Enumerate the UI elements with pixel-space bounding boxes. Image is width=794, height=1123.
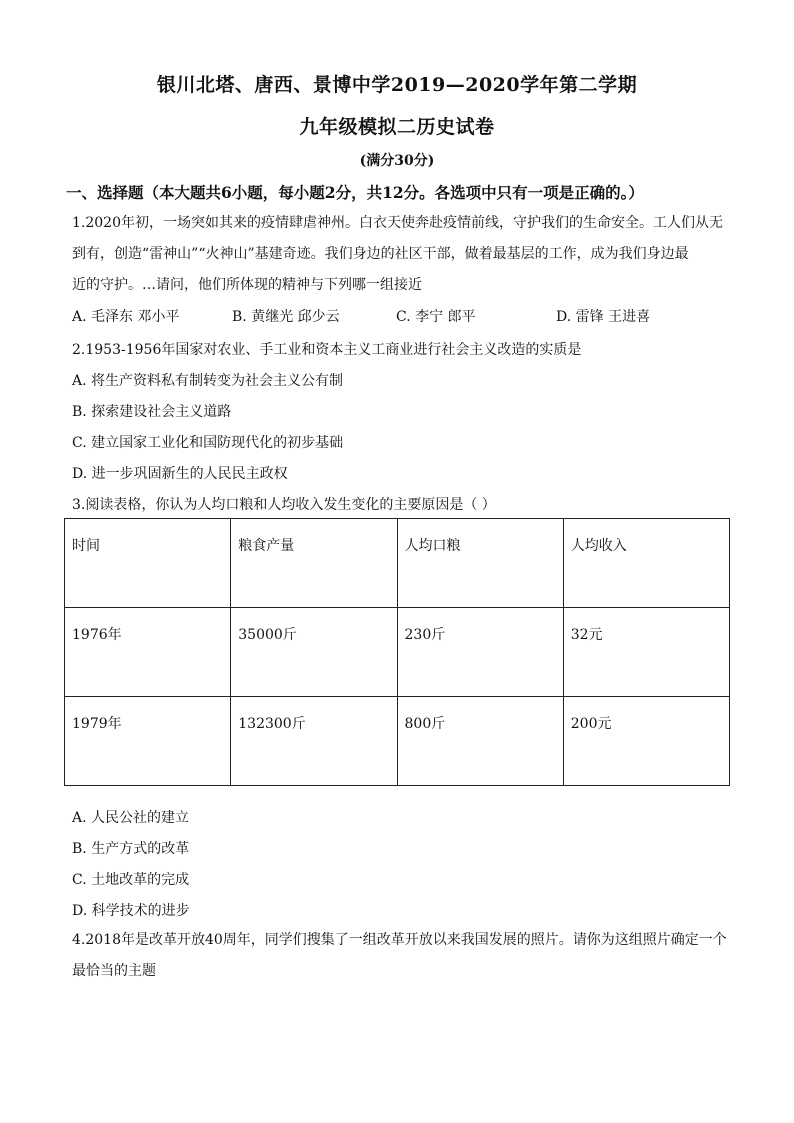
table-header-cell: 粮食产量 [231, 519, 397, 608]
question-3-stem: 3.阅读表格，你认为人均口粮和人均收入发生变化的主要原因是（ ） [72, 497, 496, 513]
exam-title-line1: 银川北塔、唐西、景博中学2019—2020学年第二学期 [156, 74, 638, 96]
table-header-cell: 时间 [65, 519, 231, 608]
table-row [65, 608, 730, 697]
question-3-option-a: A. 人民公社的建立 [72, 810, 190, 826]
question-1-option-d: D. 雷锋 王进喜 [556, 309, 651, 325]
question-1-option-a: A. 毛泽东 邓小平 [72, 309, 180, 325]
table-cell: 35000斤 [231, 608, 397, 697]
question-4-stem [72, 925, 732, 987]
question-2-option-b: B. 探索建设社会主义道路 [72, 404, 232, 420]
exam-title-line2: 九年级模拟二历史试卷 [299, 116, 495, 138]
question-2-option-c: C. 建立国家工业化和国防现代化的初步基础 [72, 435, 344, 451]
table-cell: 132300斤 [231, 697, 397, 786]
table-cell: 200元 [563, 697, 729, 786]
total-score: (满分30分) [359, 153, 435, 169]
table-cell: 1979年 [65, 697, 231, 786]
table-header-row [65, 519, 730, 608]
table-row [65, 697, 730, 786]
question-1-option-b: B. 黄继光 邱少云 [232, 309, 340, 325]
question-1-line: 1.2020年初，一场突如其来的疫情肆虐神州。白衣天使奔赴疫情前线，守护我们的生命安全。工人们从无 [72, 215, 723, 231]
question-4-line: 4.2018年是改革开放40周年，同学们搜集了一组改革开放以来我国发展的照片。请你为这组照片确定一个 [72, 932, 727, 948]
question-2-option-a: A. 将生产资料私有制转变为社会主义公有制 [72, 373, 344, 389]
question-3-option-b: B. 生产方式的改革 [72, 841, 190, 857]
question-1-stem [72, 208, 732, 301]
question-1-line: 到有，创造“雷神山”“火神山”基建奇迹。我们身边的社区干部，做着最基层的工作，成为我们身边最 [72, 246, 689, 262]
table-header-cell: 人均口粮 [397, 519, 563, 608]
table-cell: 800斤 [397, 697, 563, 786]
question-1-line: 近的守护。…请问，他们所体现的精神与下列哪一组接近 [72, 277, 422, 293]
question-4-line: 最恰当的主题 [72, 963, 156, 979]
question-2-option-d: D. 进一步巩固新生的人民民主政权 [72, 466, 288, 482]
section-heading: 一、选择题（本大题共6小题，每小题2分，共12分。各选项中只有一项是正确的。） [66, 183, 644, 202]
question-1-option-c: C. 李宁 郎平 [396, 309, 476, 325]
table-cell: 1976年 [65, 608, 231, 697]
table-cell: 32元 [563, 608, 729, 697]
question-2-stem: 2.1953-1956年国家对农业、手工业和资本主义工商业进行社会主义改造的实质是 [72, 342, 582, 358]
question-3-option-c: C. 土地改革的完成 [72, 872, 190, 888]
table-cell: 230斤 [397, 608, 563, 697]
table-header-cell: 人均收入 [563, 519, 729, 608]
question-3-option-d: D. 科学技术的进步 [72, 903, 190, 919]
grain-income-table [64, 518, 730, 786]
